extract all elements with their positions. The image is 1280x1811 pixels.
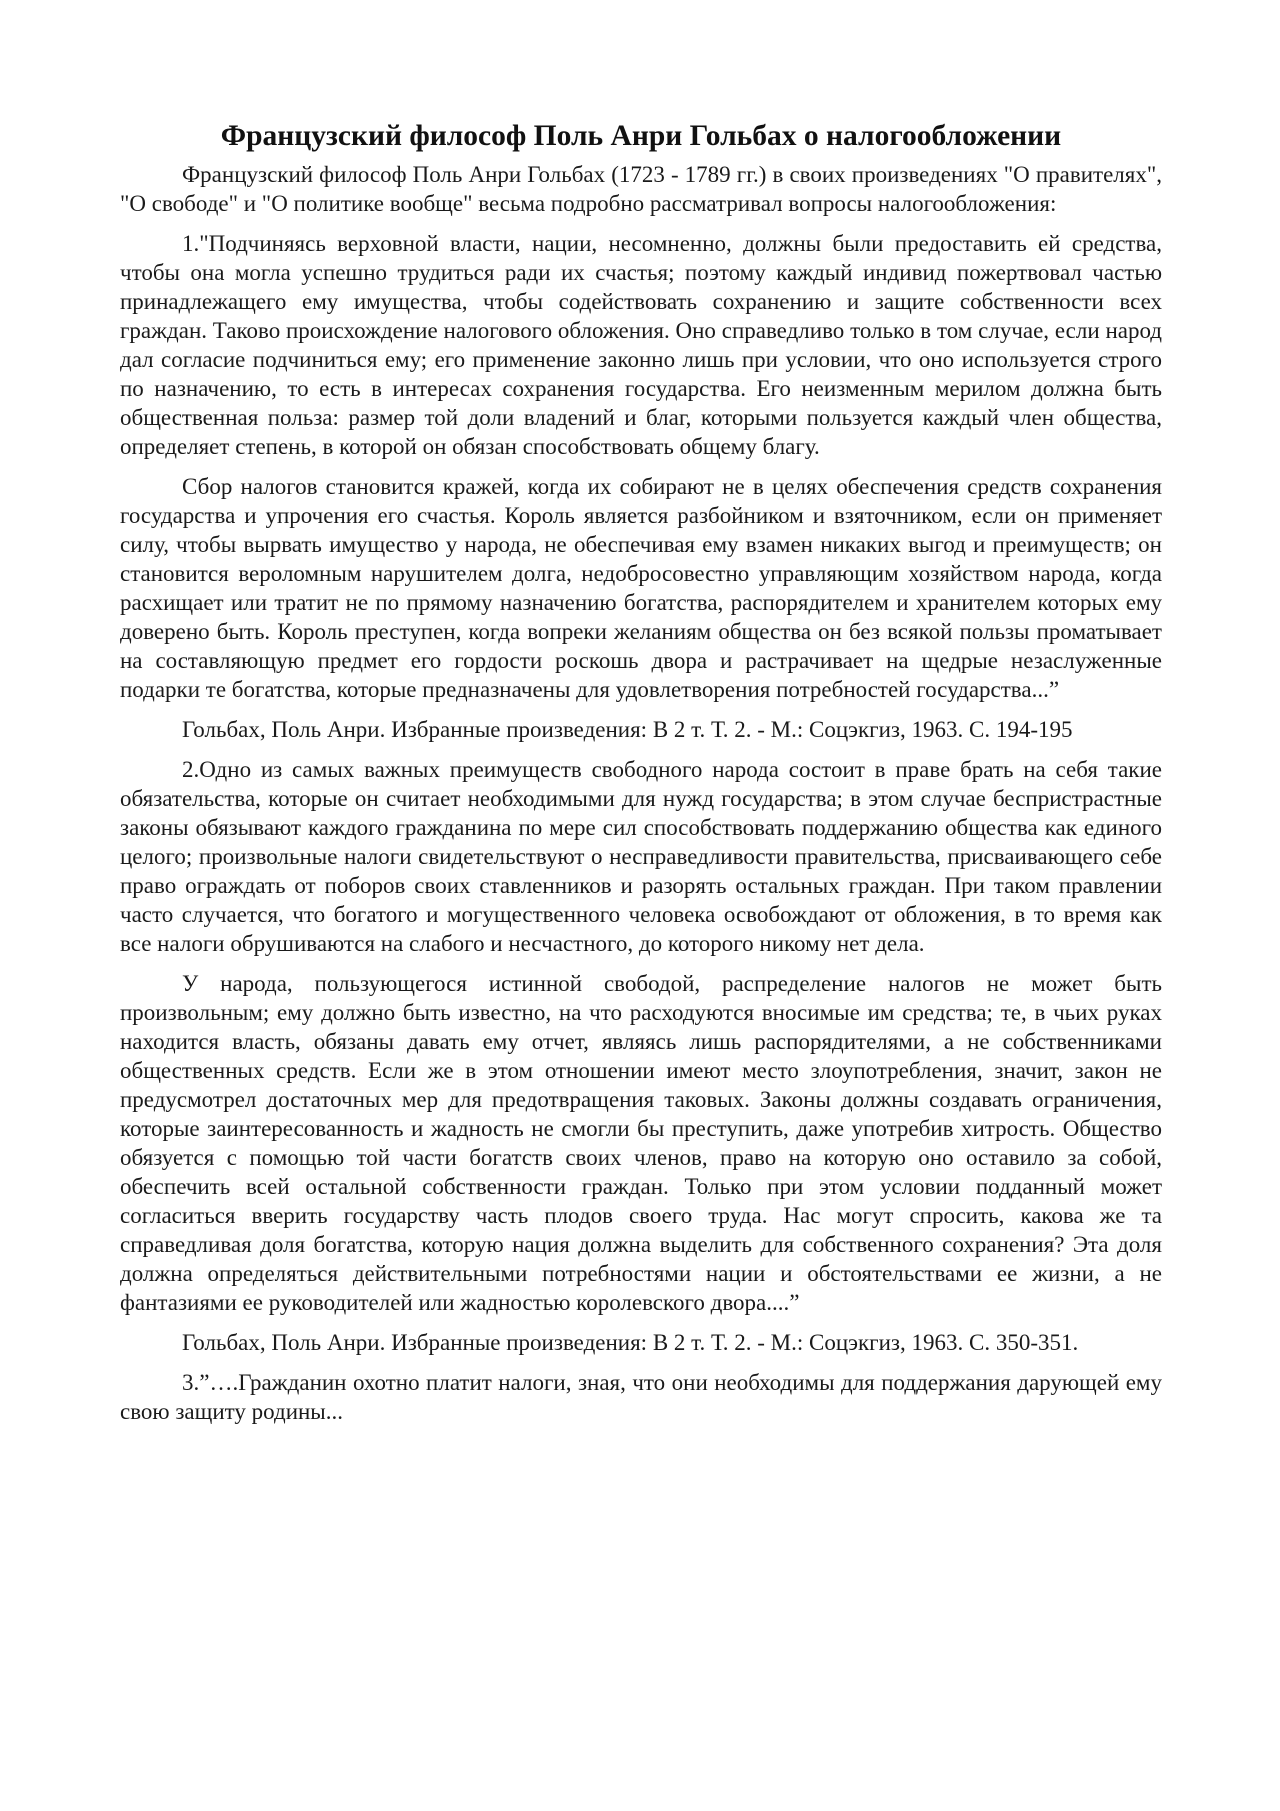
citation-1: Гольбах, Поль Анри. Избранные произведения: В 2 т. Т. 2. - М.: Соцэкгиз, 1963. С. 194-195 bbox=[182, 717, 1073, 742]
quote-1-paragraph-2: Сбор налогов становится кражей, когда их собирают не в целях обеспечения средств сохранения государства и упрочения его счастья. Король является разбойником и взяточником, если он применяет силу, чтобы вырвать имущество у народа, не обеспечивая ему взамен никаких выгод и преимуществ; он становится вероломным нарушителем долга, недобросовестно управляющим хозяйством народа, когда расхищает или тратит не по прямому назначению богатства, распорядителем и хранителем которых ему доверено быть. Король преступен, когда вопреки желаниям общества он без всякой пользы проматывает на составляющую предмет его гордости роскошь двора и растрачивает на щедрые незаслуженные подарки те богатства, которые предназначены для удовлетворения потребностей государства...” bbox=[120, 474, 1162, 702]
quote-1-paragraph-1: 1."Подчиняясь верховной власти, нации, несомненно, должны были предоставить ей средства, чтобы она могла успешно трудиться ради их счастья; поэтому каждый индивид пожертвовал частью принадлежащего ему имущества, чтобы содействовать сохранению и защите собственности всех граждан. Таково происхождение налогового обложения. Оно справедливо только в том случае, если народ дал согласие подчиниться ему; его применение законно лишь при условии, что оно используется строго по назначению, то есть в интересах сохранения государства. Его неизменным мерилом должна быть общественная польза: размер той доли владений и благ, которыми пользуется каждый член общества, определяет степень, в которой он обязан способствовать общему благу. bbox=[120, 231, 1162, 459]
quote-2-paragraph-1: 2.Одно из самых важных преимуществ свободного народа состоит в праве брать на себя такие обязательства, которые он считает необходимыми для нужд государства; в этом случае беспристрастные законы обязывают каждого гражданина по мере сил способствовать поддержанию общества как единого целого; произвольные налоги свидетельствуют о несправедливости правительства, присваивающего себе право ограждать от поборов своих ставленников и разорять остальных граждан. При таком правлении часто случается, что богатого и могущественного человека освобождают от обложения, в то время как все налоги обрушиваются на слабого и несчастного, до которого никому нет дела. bbox=[120, 757, 1162, 956]
document-title: Французский философ Поль Анри Гольбах о налогообложении bbox=[220, 120, 1062, 152]
quote-2-paragraph-2: У народа, пользующегося истинной свободой, распределение налогов не может быть произвольным; ему должно быть известно, на что расходуются вносимые им средства; те, в чьих руках находится власть, обязаны давать ему отчет, являясь лишь распорядителями, а не собственниками общественных средств. Если же в этом отношении имеют место злоупотребления, значит, закон не предусмотрел достаточных мер для предотвращения таковых. Законы должны создавать ограничения, которые заинтересованность и жадность не смогли бы преступить, даже употребив хитрость. Общество обязуется с помощью той части богатств своих членов, право на которую оно оставило за собой, обеспечить всей остальной собственности граждан. Только при этом условии подданный может согласиться вверить государству часть плодов своего труда. Нас могут спросить, какова же та справедливая доля богатства, которую нация должна выделить для собственного сохранения? Эта доля должна определяться действительными потребностями нации и обстоятельствами ее жизни, а не фантазиями ее руководителей или жадностью королевского двора....” bbox=[120, 971, 1162, 1315]
citation-2: Гольбах, Поль Анри. Избранные произведения: В 2 т. Т. 2. - М.: Соцэкгиз, 1963. С. 350-351. bbox=[182, 1330, 1079, 1355]
intro-paragraph: Французский философ Поль Анри Гольбах (1723 - 1789 гг.) в своих произведениях "О правителях", "О свободе" и "О политике вообще" весьма подробно рассматривал вопросы налогообложения: bbox=[120, 162, 1162, 216]
document-page bbox=[120, 116, 1162, 1437]
quote-3-paragraph: 3.”….Гражданин охотно платит налоги, зная, что они необходимы для поддержания дарующей ему свою защиту родины... bbox=[120, 1370, 1162, 1424]
